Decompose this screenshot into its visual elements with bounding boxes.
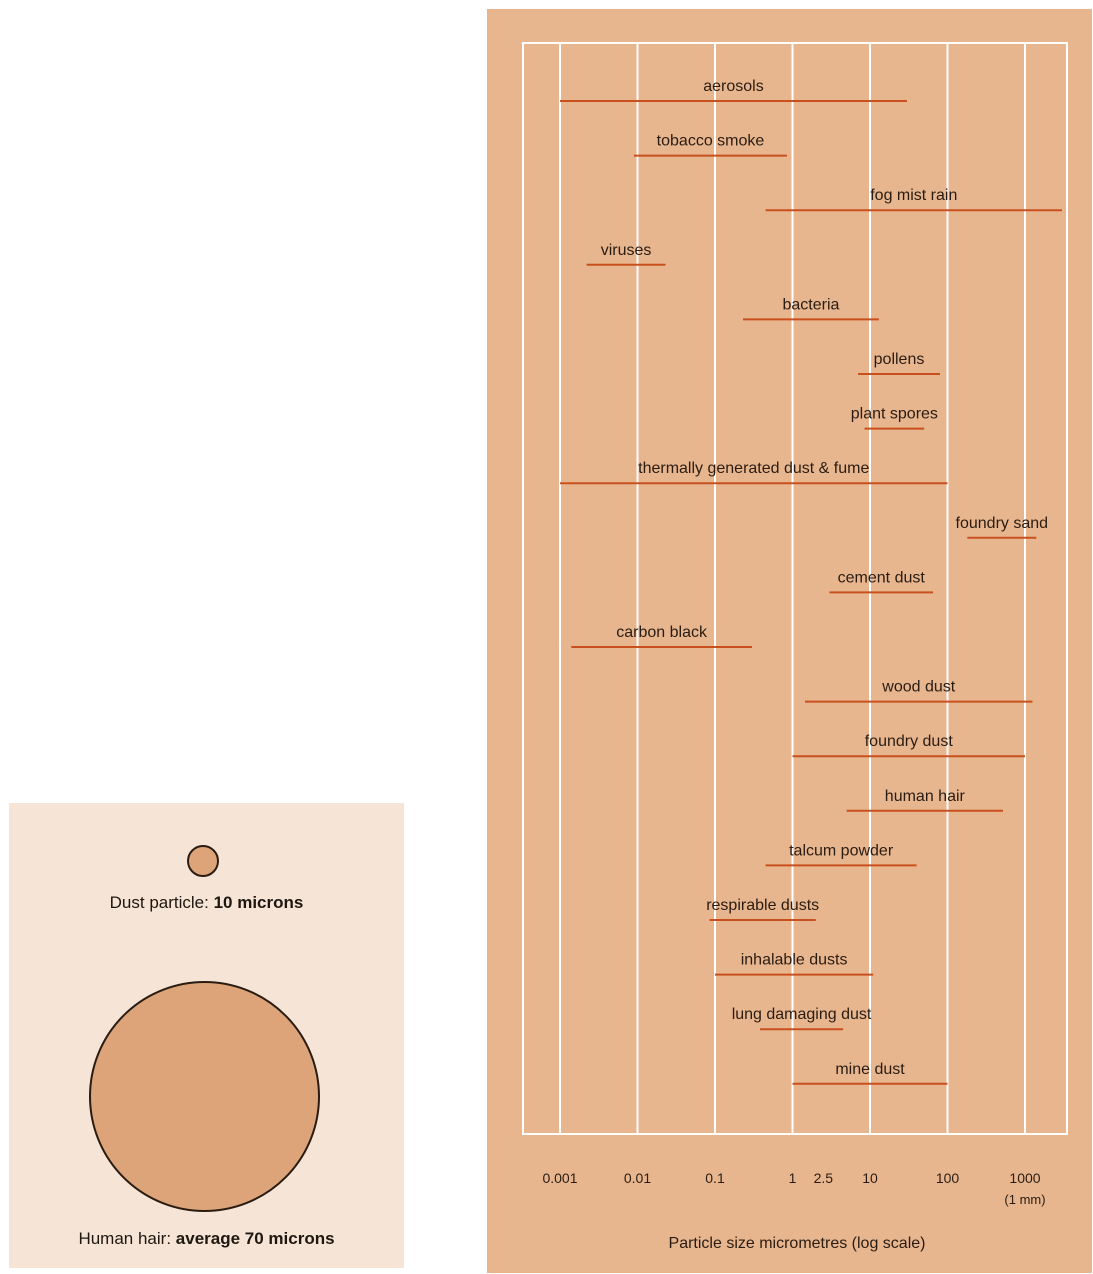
dust-caption-value: 10 microns (213, 893, 304, 912)
range-label: fog mist rain (870, 187, 958, 205)
tick-label: 2.5 (813, 1170, 834, 1186)
range-label: foundry sand (955, 514, 1049, 532)
range-label: inhalable dusts (740, 951, 848, 969)
range-label: respirable dusts (706, 897, 820, 914)
range-label: aerosols (703, 78, 764, 95)
range-label: talcum powder (789, 842, 894, 860)
x-axis-title: Particle size micrometres (log scale) (668, 1235, 926, 1252)
range-label: foundry dust (864, 733, 953, 751)
tick-label: 10 (862, 1170, 878, 1186)
chart-background (487, 9, 1092, 1273)
range-label: mine dust (835, 1060, 905, 1078)
range-label: carbon black (616, 624, 708, 641)
tick-label: 1000 (1009, 1170, 1041, 1186)
range-label: cement dust (837, 569, 925, 587)
range-label: human hair (884, 787, 965, 805)
range-label: viruses (600, 241, 652, 259)
tick-label: 0.1 (705, 1170, 725, 1186)
range-label: thermally generated dust & fume (638, 460, 870, 478)
hair-caption-prefix: Human hair: (78, 1229, 176, 1248)
range-label: bacteria (782, 296, 840, 314)
range-label: plant spores (850, 405, 938, 423)
range-label: pollens (873, 351, 925, 368)
tick-label: 0.001 (542, 1170, 578, 1186)
hair-caption-value: average 70 microns (175, 1229, 335, 1248)
tick-label: 0.01 (623, 1170, 652, 1186)
tick-label: 100 (935, 1170, 960, 1186)
range-label: tobacco smoke (656, 132, 765, 150)
range-label: wood dust (882, 678, 956, 696)
tick-sublabel: (1 mm) (1004, 1192, 1046, 1207)
range-label: lung damaging dust (731, 1006, 872, 1024)
dust-caption-prefix: Dust particle: (109, 893, 214, 912)
tick-label: 1 (788, 1170, 797, 1186)
